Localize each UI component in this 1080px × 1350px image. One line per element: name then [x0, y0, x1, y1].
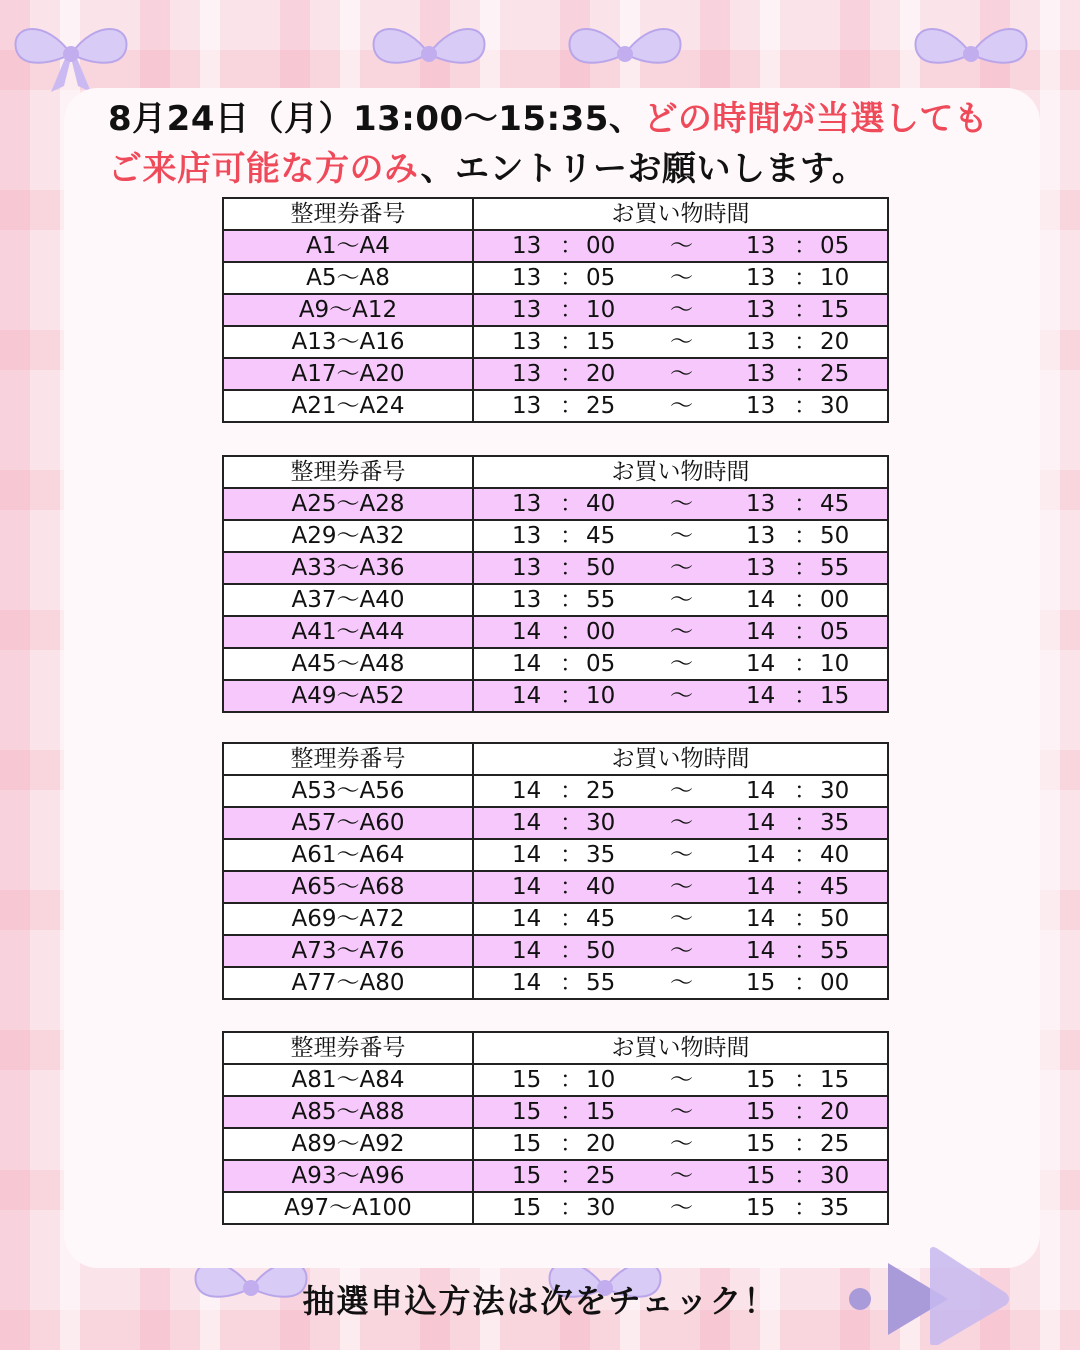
shopping-time-cell: [473, 390, 888, 422]
start-hour: 13: [512, 555, 542, 581]
end-hour: 13: [746, 361, 776, 387]
start-minute: 55: [586, 587, 616, 613]
start-minute: 05: [586, 651, 616, 677]
start-hour: 15: [512, 1067, 542, 1093]
ticket-number-cell: A9〜A12: [223, 294, 473, 326]
start-hour: 14: [512, 778, 542, 804]
tilde: 〜: [670, 329, 693, 355]
start-minute: 15: [586, 329, 616, 355]
colon: ：: [794, 1163, 817, 1189]
end-hour: 14: [746, 683, 776, 709]
start-hour: 15: [512, 1099, 542, 1125]
colon: ：: [794, 810, 817, 836]
start-minute: 10: [586, 297, 616, 323]
ticket-number-cell: A29〜A32: [223, 520, 473, 552]
start-hour: 14: [512, 810, 542, 836]
table-row: [223, 1160, 888, 1192]
start-minute: 30: [586, 810, 616, 836]
shopping-time-cell: [473, 520, 888, 552]
end-minute: 05: [820, 619, 850, 645]
start-minute: 25: [586, 1163, 616, 1189]
heading-highlight-text-2: ご来店可能な方のみ: [108, 149, 421, 189]
shopping-time-cell: [473, 230, 888, 262]
start-minute: 25: [586, 778, 616, 804]
colon: ：: [794, 587, 817, 613]
tilde: 〜: [670, 683, 693, 709]
shopping-time-cell: [473, 1128, 888, 1160]
colon: ：: [794, 265, 817, 291]
colon: ：: [560, 393, 583, 419]
colon: ：: [560, 1067, 583, 1093]
end-minute: 20: [820, 329, 850, 355]
table-row: [223, 648, 888, 680]
header-ticket-number: 整理券番号: [223, 1032, 473, 1064]
end-minute: 25: [820, 1131, 850, 1157]
start-hour: 13: [512, 491, 542, 517]
end-hour: 14: [746, 810, 776, 836]
table-row: [223, 552, 888, 584]
ticket-number-cell: A81〜A84: [223, 1064, 473, 1096]
header-shopping-time: お買い物時間: [473, 743, 888, 775]
end-hour: 13: [746, 555, 776, 581]
end-minute: 15: [820, 1067, 850, 1093]
tilde: 〜: [670, 906, 693, 932]
end-minute: 45: [820, 491, 850, 517]
colon: ：: [794, 1131, 817, 1157]
end-minute: 55: [820, 555, 850, 581]
table-row: [223, 294, 888, 326]
start-minute: 30: [586, 1195, 616, 1221]
shopping-time-cell: [473, 680, 888, 712]
tilde: 〜: [670, 842, 693, 868]
ticket-number-cell: A25〜A28: [223, 488, 473, 520]
end-minute: 20: [820, 1099, 850, 1125]
ticket-number-cell: A77〜A80: [223, 967, 473, 999]
end-hour: 15: [746, 1099, 776, 1125]
tilde: 〜: [670, 1131, 693, 1157]
ticket-number-cell: A33〜A36: [223, 552, 473, 584]
ribbon-bow-icon: [906, 14, 1036, 94]
table-row: [223, 326, 888, 358]
shopping-time-cell: [473, 1160, 888, 1192]
start-minute: 05: [586, 265, 616, 291]
table-header-row: [223, 456, 888, 488]
start-hour: 14: [512, 938, 542, 964]
end-hour: 14: [746, 587, 776, 613]
ticket-number-cell: A45〜A48: [223, 648, 473, 680]
end-hour: 14: [746, 874, 776, 900]
next-arrow-icon[interactable]: [848, 1245, 1018, 1345]
start-minute: 55: [586, 970, 616, 996]
end-minute: 10: [820, 265, 850, 291]
table-row: [223, 1128, 888, 1160]
shopping-time-cell: [473, 584, 888, 616]
start-hour: 13: [512, 361, 542, 387]
table-header-row: [223, 743, 888, 775]
start-hour: 15: [512, 1195, 542, 1221]
tilde: 〜: [670, 233, 693, 259]
shopping-time-cell: [473, 1096, 888, 1128]
start-minute: 45: [586, 523, 616, 549]
end-minute: 50: [820, 906, 850, 932]
colon: ：: [560, 651, 583, 677]
ticket-number-cell: A69〜A72: [223, 903, 473, 935]
heading-date-text: 8月24日（月）13:00〜15:35、: [108, 99, 644, 139]
colon: ：: [560, 1099, 583, 1125]
colon: ：: [560, 874, 583, 900]
ticket-number-cell: A97〜A100: [223, 1192, 473, 1224]
tilde: 〜: [670, 1163, 693, 1189]
colon: ：: [794, 683, 817, 709]
start-hour: 13: [512, 587, 542, 613]
footer-text: 抽選申込方法は次をチェック！: [302, 1282, 778, 1320]
table-row: [223, 390, 888, 422]
end-minute: 25: [820, 361, 850, 387]
start-minute: 00: [586, 233, 616, 259]
shopping-time-cell: [473, 807, 888, 839]
colon: ：: [560, 555, 583, 581]
colon: ：: [794, 1195, 817, 1221]
start-minute: 15: [586, 1099, 616, 1125]
colon: ：: [560, 523, 583, 549]
colon: ：: [560, 683, 583, 709]
ticket-number-cell: A49〜A52: [223, 680, 473, 712]
end-hour: 14: [746, 906, 776, 932]
end-minute: 35: [820, 810, 850, 836]
table-row: [223, 230, 888, 262]
end-hour: 13: [746, 329, 776, 355]
end-hour: 14: [746, 619, 776, 645]
schedule-table: [222, 1031, 889, 1225]
start-hour: 13: [512, 233, 542, 259]
colon: ：: [794, 297, 817, 323]
colon: ：: [794, 329, 817, 355]
end-minute: 15: [820, 683, 850, 709]
table-row: [223, 775, 888, 807]
tilde: 〜: [670, 778, 693, 804]
ticket-number-cell: A57〜A60: [223, 807, 473, 839]
header-ticket-number: 整理券番号: [223, 456, 473, 488]
shopping-time-cell: [473, 871, 888, 903]
colon: ：: [794, 555, 817, 581]
table-row: [223, 520, 888, 552]
end-hour: 15: [746, 1195, 776, 1221]
tilde: 〜: [670, 810, 693, 836]
shopping-time-cell: [473, 967, 888, 999]
colon: ：: [560, 619, 583, 645]
table-row: [223, 903, 888, 935]
colon: ：: [560, 233, 583, 259]
end-hour: 13: [746, 265, 776, 291]
shopping-time-cell: [473, 488, 888, 520]
colon: ：: [560, 587, 583, 613]
start-hour: 14: [512, 970, 542, 996]
colon: ：: [560, 906, 583, 932]
colon: ：: [794, 1067, 817, 1093]
schedule-table: [222, 455, 889, 713]
table-header-row: [223, 1032, 888, 1064]
table-row: [223, 262, 888, 294]
colon: ：: [560, 1131, 583, 1157]
heading-tail-text: 、エントリーお願いします。: [420, 149, 867, 189]
start-minute: 50: [586, 938, 616, 964]
header-ticket-number: 整理券番号: [223, 198, 473, 230]
colon: ：: [560, 1163, 583, 1189]
colon: ：: [560, 778, 583, 804]
start-hour: 14: [512, 906, 542, 932]
tilde: 〜: [670, 265, 693, 291]
start-minute: 35: [586, 842, 616, 868]
colon: ：: [794, 842, 817, 868]
end-hour: 15: [746, 1163, 776, 1189]
start-hour: 15: [512, 1131, 542, 1157]
table-row: [223, 616, 888, 648]
shopping-time-cell: [473, 294, 888, 326]
tilde: 〜: [670, 874, 693, 900]
colon: ：: [560, 265, 583, 291]
start-hour: 13: [512, 329, 542, 355]
colon: ：: [794, 491, 817, 517]
start-hour: 14: [512, 842, 542, 868]
end-minute: 55: [820, 938, 850, 964]
end-minute: 45: [820, 874, 850, 900]
end-minute: 30: [820, 1163, 850, 1189]
colon: ：: [560, 842, 583, 868]
tilde: 〜: [670, 523, 693, 549]
start-hour: 14: [512, 683, 542, 709]
end-minute: 00: [820, 587, 850, 613]
shopping-time-cell: [473, 326, 888, 358]
colon: ：: [560, 970, 583, 996]
tilde: 〜: [670, 361, 693, 387]
ticket-number-cell: A53〜A56: [223, 775, 473, 807]
tilde: 〜: [670, 1195, 693, 1221]
end-hour: 15: [746, 1067, 776, 1093]
table-row: [223, 1192, 888, 1224]
ribbon-bow-icon: [560, 14, 690, 94]
start-minute: 40: [586, 491, 616, 517]
end-minute: 30: [820, 778, 850, 804]
end-hour: 13: [746, 523, 776, 549]
colon: ：: [560, 329, 583, 355]
start-hour: 14: [512, 651, 542, 677]
table-row: [223, 839, 888, 871]
start-hour: 13: [512, 297, 542, 323]
table-row: [223, 680, 888, 712]
colon: ：: [794, 874, 817, 900]
end-hour: 14: [746, 938, 776, 964]
end-minute: 50: [820, 523, 850, 549]
ticket-number-cell: A17〜A20: [223, 358, 473, 390]
shopping-time-cell: [473, 358, 888, 390]
end-minute: 10: [820, 651, 850, 677]
shopping-time-cell: [473, 839, 888, 871]
tilde: 〜: [670, 970, 693, 996]
colon: ：: [560, 297, 583, 323]
colon: ：: [794, 1099, 817, 1125]
heading-highlight-text: どの時間が当選しても: [643, 99, 989, 139]
end-minute: 15: [820, 297, 850, 323]
colon: ：: [794, 233, 817, 259]
tilde: 〜: [670, 1099, 693, 1125]
ticket-number-cell: A5〜A8: [223, 262, 473, 294]
colon: ：: [560, 491, 583, 517]
ticket-number-cell: A41〜A44: [223, 616, 473, 648]
start-minute: 50: [586, 555, 616, 581]
header-shopping-time: お買い物時間: [473, 456, 888, 488]
table-row: [223, 935, 888, 967]
start-hour: 13: [512, 265, 542, 291]
table-row: [223, 584, 888, 616]
shopping-time-cell: [473, 648, 888, 680]
tilde: 〜: [670, 555, 693, 581]
shopping-time-cell: [473, 935, 888, 967]
colon: ：: [794, 619, 817, 645]
end-minute: 05: [820, 233, 850, 259]
start-minute: 45: [586, 906, 616, 932]
ticket-number-cell: A61〜A64: [223, 839, 473, 871]
colon: ：: [794, 778, 817, 804]
tilde: 〜: [670, 587, 693, 613]
start-minute: 25: [586, 393, 616, 419]
end-minute: 35: [820, 1195, 850, 1221]
end-hour: 14: [746, 778, 776, 804]
colon: ：: [794, 393, 817, 419]
ticket-number-cell: A73〜A76: [223, 935, 473, 967]
start-minute: 00: [586, 619, 616, 645]
ribbon-bow-icon: [364, 14, 494, 94]
table-row: [223, 1064, 888, 1096]
start-hour: 14: [512, 874, 542, 900]
start-minute: 20: [586, 361, 616, 387]
end-hour: 13: [746, 233, 776, 259]
colon: ：: [794, 938, 817, 964]
ribbon-bow-icon: [6, 14, 136, 94]
table-row: [223, 358, 888, 390]
ticket-number-cell: A65〜A68: [223, 871, 473, 903]
start-hour: 15: [512, 1163, 542, 1189]
shopping-time-cell: [473, 775, 888, 807]
shopping-time-cell: [473, 1064, 888, 1096]
shopping-time-cell: [473, 616, 888, 648]
end-hour: 13: [746, 393, 776, 419]
tilde: 〜: [670, 619, 693, 645]
end-hour: 15: [746, 970, 776, 996]
table-row: [223, 871, 888, 903]
shopping-time-cell: [473, 262, 888, 294]
header-shopping-time: お買い物時間: [473, 198, 888, 230]
start-minute: 10: [586, 1067, 616, 1093]
end-hour: 14: [746, 651, 776, 677]
table-header-row: [223, 198, 888, 230]
tilde: 〜: [670, 491, 693, 517]
table-row: [223, 488, 888, 520]
colon: ：: [560, 810, 583, 836]
shopping-time-cell: [473, 552, 888, 584]
start-hour: 14: [512, 619, 542, 645]
end-minute: 00: [820, 970, 850, 996]
shopping-time-cell: [473, 903, 888, 935]
start-minute: 20: [586, 1131, 616, 1157]
colon: ：: [560, 1195, 583, 1221]
start-hour: 13: [512, 523, 542, 549]
tilde: 〜: [670, 938, 693, 964]
start-hour: 13: [512, 393, 542, 419]
tilde: 〜: [670, 651, 693, 677]
colon: ：: [560, 938, 583, 964]
ticket-number-cell: A37〜A40: [223, 584, 473, 616]
schedule-table: [222, 197, 889, 423]
colon: ：: [794, 970, 817, 996]
end-minute: 40: [820, 842, 850, 868]
shopping-time-cell: [473, 1192, 888, 1224]
table-row: [223, 807, 888, 839]
tilde: 〜: [670, 393, 693, 419]
end-hour: 13: [746, 491, 776, 517]
end-minute: 30: [820, 393, 850, 419]
end-hour: 15: [746, 1131, 776, 1157]
colon: ：: [794, 906, 817, 932]
header-ticket-number: 整理券番号: [223, 743, 473, 775]
start-minute: 40: [586, 874, 616, 900]
colon: ：: [560, 361, 583, 387]
ticket-number-cell: A21〜A24: [223, 390, 473, 422]
colon: ：: [794, 361, 817, 387]
tilde: 〜: [670, 1067, 693, 1093]
ticket-number-cell: A85〜A88: [223, 1096, 473, 1128]
ticket-number-cell: A1〜A4: [223, 230, 473, 262]
colon: ：: [794, 523, 817, 549]
start-minute: 10: [586, 683, 616, 709]
ticket-number-cell: A13〜A16: [223, 326, 473, 358]
table-row: [223, 967, 888, 999]
end-hour: 14: [746, 842, 776, 868]
ticket-number-cell: A93〜A96: [223, 1160, 473, 1192]
tilde: 〜: [670, 297, 693, 323]
header-shopping-time: お買い物時間: [473, 1032, 888, 1064]
schedule-table: [222, 742, 889, 1000]
page-heading: [108, 94, 1008, 194]
end-hour: 13: [746, 297, 776, 323]
table-row: [223, 1096, 888, 1128]
colon: ：: [794, 651, 817, 677]
ticket-number-cell: A89〜A92: [223, 1128, 473, 1160]
